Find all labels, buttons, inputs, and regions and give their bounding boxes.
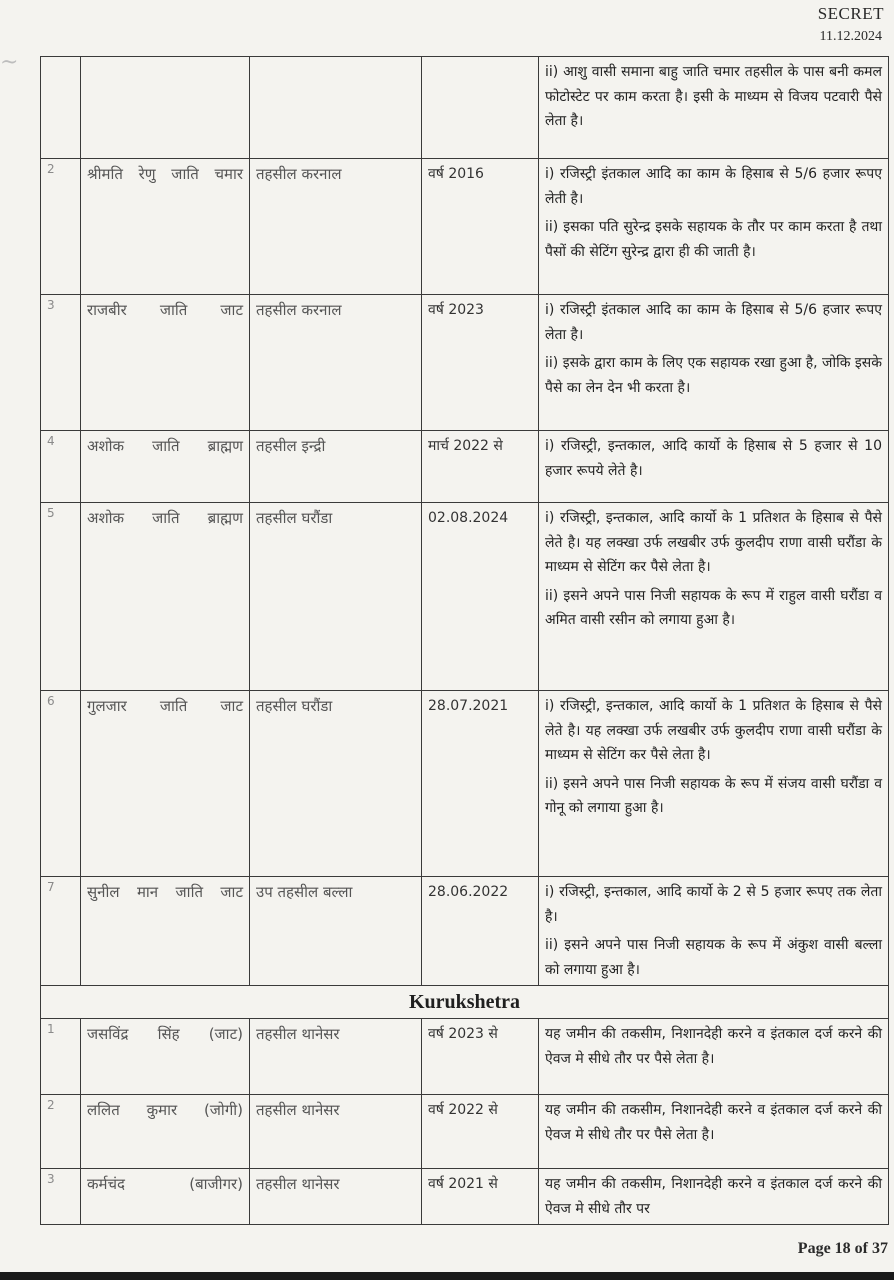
serial-number: 4 — [41, 431, 81, 503]
official-name: अशोक जाति ब्राह्मण — [81, 503, 250, 691]
posting-place: तहसील थानेसर — [250, 1169, 422, 1225]
serial-number: 2 — [41, 1095, 81, 1169]
table-row — [41, 159, 889, 295]
table-row — [41, 1095, 889, 1169]
detail-point: यह जमीन की तकसीम, निशानदेही करने व इंतकाल दर्ज करने की ऐवज मे सीधे तौर पर पैसे लेता है। — [545, 1026, 882, 1067]
table-body-bottom — [41, 1019, 889, 1225]
details-cell — [539, 1095, 889, 1169]
posting-date: मार्च 2022 से — [422, 431, 539, 503]
posting-place — [250, 57, 422, 159]
details-cell — [539, 1019, 889, 1095]
detail-point: ii) इसने अपने पास निजी सहायक के रूप में संजय वासी घरौंडा व गोनू को लगाया हुआ है। — [545, 775, 882, 816]
detail-point: यह जमीन की तकसीम, निशानदेही करने व इंतकाल दर्ज करने की ऐवज मे सीधे तौर पर — [545, 1176, 882, 1217]
table-row — [41, 295, 889, 431]
details-cell — [539, 503, 889, 691]
official-name: गुलजार जाति जाट — [81, 691, 250, 877]
official-name: श्रीमति रेणु जाति चमार — [81, 159, 250, 295]
posting-place: तहसील इन्द्री — [250, 431, 422, 503]
page-number: Page 18 of 37 — [797, 1240, 888, 1257]
detail-point: ii) इसने अपने पास निजी सहायक के रूप में अंकुश वासी बल्ला को लगाया हुआ है। — [545, 937, 882, 978]
detail-point: i) रजिस्ट्री, इन्तकाल, आदि कार्यो के 1 प्रतिशत के हिसाब से पैसे लेते है। यह लक्खा उर्फ लखबीर उर्फ कुलदीप राणा वासी घरौंडा के माध्यम से सेटिंग कर पैसे लेता है। — [545, 698, 882, 763]
details-cell — [539, 295, 889, 431]
detail-point: i) रजिस्ट्री इंतकाल आदि का काम के हिसाब से 5/6 हजार रूपए लेता है। — [545, 302, 882, 343]
scan-edge — [0, 1272, 894, 1280]
detail-point: i) रजिस्ट्री, इन्तकाल, आदि कार्यो के हिसाब से 5 हजार से 10 हजार रूपये लेते है। — [545, 438, 882, 479]
posting-place: तहसील थानेसर — [250, 1095, 422, 1169]
posting-place: तहसील करनाल — [250, 295, 422, 431]
serial-number: 2 — [41, 159, 81, 295]
margin-scribble: ~ — [0, 50, 19, 75]
details-cell — [539, 159, 889, 295]
posting-place: तहसील घरौंडा — [250, 503, 422, 691]
posting-date: वर्ष 2022 से — [422, 1095, 539, 1169]
posting-place: तहसील करनाल — [250, 159, 422, 295]
serial-number: 3 — [41, 295, 81, 431]
official-name — [81, 57, 250, 159]
table-row — [41, 57, 889, 159]
posting-date — [422, 57, 539, 159]
details-cell — [539, 877, 889, 986]
posting-place: तहसील घरौंडा — [250, 691, 422, 877]
table-row — [41, 1019, 889, 1095]
details-cell — [539, 1169, 889, 1225]
detail-point: i) रजिस्ट्री इंतकाल आदि का काम के हिसाब से 5/6 हजार रूपए लेती है। — [545, 166, 882, 207]
posting-date: 28.07.2021 — [422, 691, 539, 877]
posting-date: 02.08.2024 — [422, 503, 539, 691]
detail-point: ii) इसका पति सुरेन्द्र इसके सहायक के तौर पर काम करता है तथा पैसों की सेटिंग सुरेन्द्र द्वारा ही की जाती है। — [545, 219, 882, 260]
detail-point: ii) आशु वासी समाना बाहु जाति चमार तहसील के पास बनी कमल फोटोस्टेट पर काम करता है। इसी के माध्यम से विजय पटवारी पैसे लेता है। — [545, 64, 882, 129]
detail-point: i) रजिस्ट्री, इन्तकाल, आदि कार्यो के 1 प्रतिशत के हिसाब से पैसे लेते है। यह लक्खा उर्फ लखबीर उर्फ कुलदीप राणा वासी घरौंडा के माध्यम से सेटिंग कर पैसे लेता है। — [545, 510, 882, 575]
serial-number: 6 — [41, 691, 81, 877]
official-name: ललित कुमार (जोगी) — [81, 1095, 250, 1169]
table-body-top — [41, 57, 889, 986]
section-title: Kurukshetra — [41, 986, 889, 1019]
posting-date: वर्ष 2023 — [422, 295, 539, 431]
detail-point: ii) इसने अपने पास निजी सहायक के रूप में राहुल वासी घरौंडा व अमित वासी रसीन को लगाया हुआ है। — [545, 587, 882, 628]
section-row — [41, 986, 889, 1019]
official-name: कर्मचंद (बाजीगर) — [81, 1169, 250, 1225]
serial-number: 1 — [41, 1019, 81, 1095]
serial-number: 7 — [41, 877, 81, 986]
official-name: जसविंद्र सिंह (जाट) — [81, 1019, 250, 1095]
detail-point: i) रजिस्ट्री, इन्तकाल, आदि कार्यो के 2 से 5 हजार रूपए तक लेता है। — [545, 884, 882, 925]
posting-place: तहसील थानेसर — [250, 1019, 422, 1095]
serial-number: 5 — [41, 503, 81, 691]
posting-place: उप तहसील बल्ला — [250, 877, 422, 986]
detail-point: ii) इसके द्वारा काम के लिए एक सहायक रखा हुआ है, जोकि इसके पैसे का लेन देन भी करता है। — [545, 355, 882, 396]
table-row — [41, 503, 889, 691]
document-date: 11.12.2024 — [819, 29, 882, 44]
classification-label: SECRET — [817, 4, 884, 23]
posting-date: वर्ष 2023 से — [422, 1019, 539, 1095]
official-name: सुनील मान जाति जाट — [81, 877, 250, 986]
posting-date: वर्ष 2021 से — [422, 1169, 539, 1225]
serial-number — [41, 57, 81, 159]
officials-table — [40, 56, 889, 1225]
details-cell — [539, 691, 889, 877]
table-row — [41, 431, 889, 503]
posting-date: 28.06.2022 — [422, 877, 539, 986]
table-row — [41, 877, 889, 986]
serial-number: 3 — [41, 1169, 81, 1225]
table-row — [41, 1169, 889, 1225]
detail-point: यह जमीन की तकसीम, निशानदेही करने व इंतकाल दर्ज करने की ऐवज मे सीधे तौर पर पैसे लेता है। — [545, 1102, 882, 1143]
details-cell — [539, 57, 889, 159]
table-section — [41, 986, 889, 1019]
official-name: अशोक जाति ब्राह्मण — [81, 431, 250, 503]
official-name: राजबीर जाति जाट — [81, 295, 250, 431]
posting-date: वर्ष 2016 — [422, 159, 539, 295]
table-row — [41, 691, 889, 877]
details-cell — [539, 431, 889, 503]
